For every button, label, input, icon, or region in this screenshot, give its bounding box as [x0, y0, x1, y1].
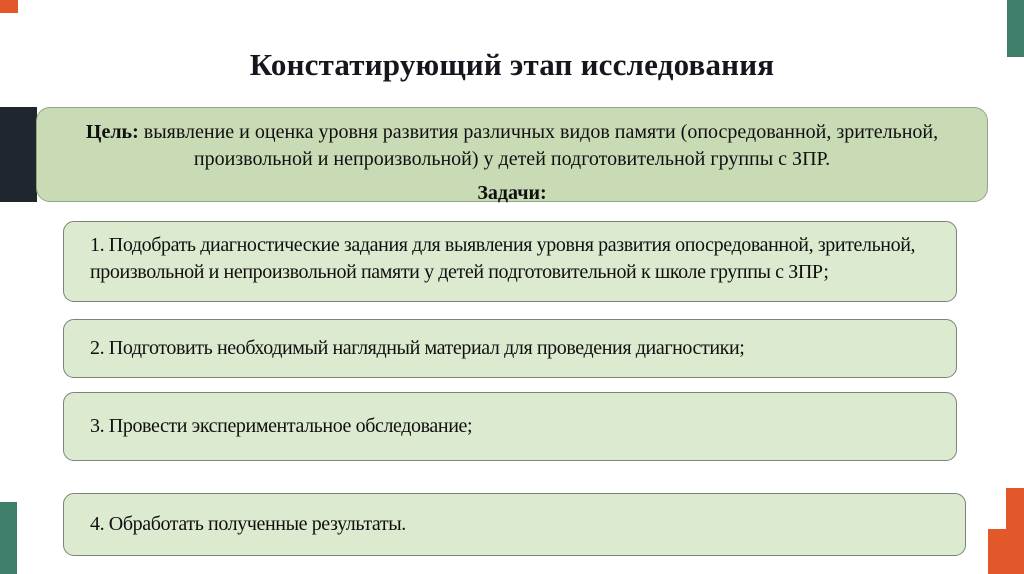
goal-label: Цель: [85, 121, 139, 143]
task-box-3 [63, 392, 957, 461]
task-box-2 [63, 319, 957, 378]
task-box-1 [63, 221, 957, 302]
task-1-text: 1. Подобрать диагностические задания для выявления уровня развития опосредованной, зрительной, произвольной и непроизвольной памяти у детей подготовительной к школе группы с ЗПР; [90, 234, 916, 283]
task-3-text: 3. Провести экспериментальное обследование; [90, 415, 473, 437]
accent-bottom-right-block [988, 529, 1024, 574]
goal-box [36, 107, 988, 202]
task-box-4 [63, 493, 966, 556]
goal-description: выявление и оценка уровня развития различных видов памяти (опосредованной, зрительной, произвольной и непроизвольной) у детей подготовительной группы с ЗПР. [138, 121, 939, 170]
goal-text [63, 119, 961, 173]
slide-title: Констатирующий этап исследования [249, 46, 775, 82]
accent-bottom-left-bar [0, 502, 17, 574]
task-2-text: 2. Подготовить необходимый наглядный материал для проведения диагностики; [90, 337, 745, 359]
accent-top-left-square [0, 0, 18, 13]
tasks-subheading: Задачи: [477, 182, 547, 204]
task-4-text: 4. Обработать полученные результаты. [90, 513, 406, 535]
accent-left-dark-bar [0, 107, 37, 202]
